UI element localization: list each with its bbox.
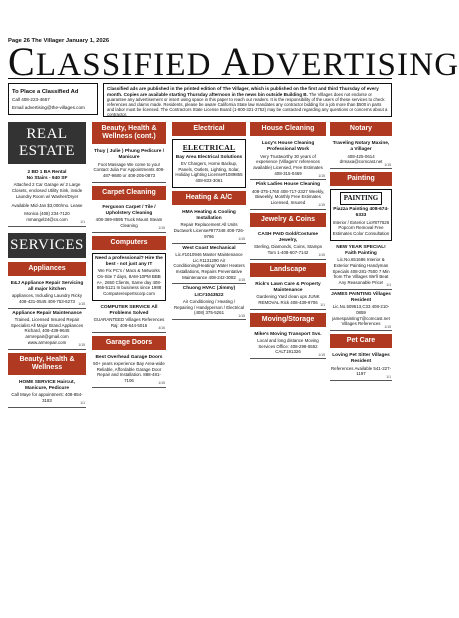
masthead-initial: C [8, 39, 36, 84]
ad-date: 1/1 [386, 374, 391, 379]
ad-date: 4/16 [158, 326, 165, 331]
jewelry-header: Jewelry & Coins [250, 213, 326, 227]
notary-header: Notary [330, 122, 392, 136]
painting-header: Painting [330, 172, 392, 186]
ad-logo: PAINTING [340, 192, 382, 205]
ad-body: Lic.No.651686 Interior & Exterior Painting Handyman Specials 408-281-7500 7 Min from The Villages We'll Beat Any Reasonable Price! [332, 257, 390, 286]
ad-title: Best Overhead Garage Doors [95, 354, 163, 360]
ad-title: HOME SERVICE Haircut, Manicure, Pedicure [19, 379, 75, 391]
ad-date: 1/15 [238, 277, 245, 282]
classified-ad [330, 243, 392, 290]
housecleaning-header: House Cleaning [250, 122, 326, 136]
ad-body: 408-425-0614 drmaxa@comcast.net [339, 153, 383, 165]
ad-date: 1/15 [318, 173, 325, 178]
classified-ad [8, 309, 86, 350]
ad-date: 1/15 [238, 313, 245, 318]
classified-ad [330, 290, 392, 331]
ad-body: appliances, Including Laundry Ricky 408-431-0545 408-753-6273 [11, 293, 83, 305]
ad-date: 1/15 [384, 162, 391, 167]
contact-phone: Call 408-223-4657 [12, 97, 50, 102]
beauty-cont-header: Beauty, Health & Wellness (cont.) [92, 122, 166, 144]
column-1 [8, 122, 86, 408]
ad-date: 1/15 [78, 343, 85, 348]
ad-body: Attached 2 Car Garage w/ 2 Large Closets, enclosed Utility Sink, inside Laundry Room w/ Washer/Dryer [11, 182, 83, 199]
ad-date: 1/15 [158, 381, 165, 386]
masthead-initial: A [221, 39, 252, 84]
ad-body: EV Chargers, Home Backup, Panels, Outlets, Lighting, Solar, Holiday Lighting License#1089855 408-833-3061 [175, 161, 243, 184]
disclaimer-lead: Classified ads are published in the printed edition of The Villager, which is published on the first and third Thursday of every month. Copies are available starting Thursday afternoon in the news bin outside Building B. [107, 86, 379, 97]
ad-date: 1/15 [158, 226, 165, 231]
ad-title: Need a professional? Hire the best - not just any IT [95, 255, 163, 267]
ad-body: Air Conditioning / Heating / Repairing / Handyperson / Electrical (408) 375-5261 [173, 298, 245, 316]
carpet-header: Carpet Cleaning [92, 186, 166, 200]
ad-date: 1/15 [384, 324, 391, 329]
ad-body: Very Trustworthy 30 years of experience (Villagers' references available) Licensed, Free Estimates 408-315-0469 [253, 153, 323, 176]
ad-title: Rick's Lawn Care & Property Maintenance [255, 281, 321, 294]
ad-title: Ferguson Carpet / Tile / Upholstery Cleaning [102, 204, 156, 216]
ad-body: Gardening Yard clean ups JUNK REMOVAL Rick 408-439-9706 [256, 294, 320, 305]
classified-ad [172, 244, 246, 285]
ad-body: Trained, Licensed Insured Repair Specialist All Major Brand Appliances Richard, 408-439-9645 armrepair@gmail.com www.armrepair.com [10, 316, 84, 345]
ad-date: 1/1 [80, 220, 85, 225]
ad-body: Sterling, Diamonds, Coins, Stamps Tom 1-408-607-7142 [253, 244, 323, 256]
contact-email: Email advertising@the-villages.com [12, 104, 85, 110]
ad-body: 408-375-1760 408-717-2327 Weekly, Biweekly, Monthly Free Estimates Licensed, Insured [251, 188, 325, 206]
classified-ad [250, 139, 326, 180]
classified-ad [172, 208, 246, 244]
disclaimer [103, 83, 392, 117]
ad-title: West Coast Mechanical [182, 245, 236, 251]
disclaimer-body: The Villages does not endorse or guarantee any advertisement or insert using space in this paper to reach our readers. It is the responsibility of the users of these services to check references and claims made. Residents, please be aware California State law mandates any contractor bidding for a job more than $500 in parts and labor must be licensed. The Contractors State License Board (1-800-321-2752) may be contacted regarding any questions or concerns about a contractor. [107, 91, 388, 118]
ad-date: 1/15 [318, 253, 325, 258]
electrical-header: Electrical [172, 122, 246, 136]
classified-ad [330, 189, 392, 241]
classified-ad [92, 203, 166, 233]
ad-title: Pink Ladies House Cleaning [255, 182, 321, 188]
ad-title: Mike's Moving Transport Svs. [254, 331, 322, 337]
classified-ad [330, 351, 392, 381]
ad-date: 1/15 [238, 237, 245, 242]
landscape-header: Landscape [250, 263, 326, 277]
services-header: SERVICES [8, 233, 86, 258]
ad-body: Lic.#1010946 Master Maintenance Lic.#1131290 Air Conditioning/Heating/ Water Heaters Installations, Repairs Preventative Maintenance 408-242-3082 [173, 251, 245, 280]
classified-ad [250, 280, 326, 310]
classified-ad [172, 284, 246, 320]
ad-title: Lucy's House Cleaning Professional Work [261, 141, 315, 153]
contact-title: To Place a Classified Ad [12, 88, 79, 95]
classified-ad [8, 378, 86, 408]
classified-ad [92, 303, 166, 333]
ad-title: CASH PAID Gold/Costume Jewelry, [257, 231, 319, 244]
column-2 [92, 122, 166, 388]
ad-title: Loving Pet Sitter Villages Resident [332, 353, 390, 365]
ad-contact: Monica (408) 234-7120 mmangel24@cs.com [24, 211, 70, 223]
classified-ad [8, 279, 86, 309]
ad-date: 1/1 [80, 401, 85, 406]
ad-date: 1/15 [318, 352, 325, 357]
contact-box [8, 83, 98, 115]
ad-title: Piazza Painting 408-674-6333 [333, 207, 389, 219]
classified-ad [250, 330, 326, 359]
column-5 [330, 122, 392, 381]
ad-title: Chuong HVAC (Jimmy) LIC#1043522 [182, 286, 236, 298]
ad-body: Foot Massage We come to you! Contact Julia For Appointments 408-487-9680 or 408-205-0873 [93, 161, 165, 178]
ad-title: Thuy ( Julie ) Phung Pedicure / Manicure [93, 149, 165, 161]
classified-ad [92, 253, 166, 301]
classified-ad [250, 180, 326, 209]
masthead-word: DVERTISING [251, 47, 459, 83]
ad-body: Lic.No.509613,C33 408-210-0859 jamespainting7@comcast.net Villages References [332, 304, 390, 327]
real-estate-header: REAL ESTATE [8, 122, 86, 164]
ad-date: 1/1 [386, 283, 391, 288]
computers-header: Computers [92, 236, 166, 250]
beauty-header: Beauty, Health & Wellness [8, 353, 86, 375]
column-4 [250, 122, 326, 359]
ad-title: NEW YEAR SPECIAL! Faith Painting [336, 244, 386, 256]
page-folio: Page 26 The Villager January 1, 2026 [8, 38, 110, 44]
ad-body: Call Maye for appointment: 408-854-3183 [11, 392, 83, 403]
petcare-header: Pet Care [330, 334, 392, 348]
ad-subtitle: No Stairs - 940 SF [26, 176, 68, 182]
column-3 [172, 122, 246, 320]
ad-date: 1/15 [78, 302, 85, 307]
ad-date: 1/1 [320, 303, 325, 308]
ad-title: COMPUTER SERVICE All Problems Solved [100, 304, 158, 317]
ad-extra: Available Mid-Jan $3,000/mo. Lease [11, 202, 83, 208]
ad-logo: ELECTRICAL [182, 143, 236, 153]
ad-body: 408-369-8595 Truck Mount Steam Cleaning [95, 217, 163, 228]
ad-body: References Available 541-227-1197 [331, 365, 391, 377]
ad-date: 1/15 [318, 203, 325, 208]
ad-body: We Fix PC's / Macs & Networks On-Site 7 days, 8AM-10PM BBB A+, 2650 Clients, Same day 408-866-5121 In business since 1988 Computerexpertscorp.com [96, 268, 162, 297]
ad-body: 50+ years experience Bay Area-wide Reliable, Affordable Garage Door Repair and Installation. 888-481-7106 [93, 360, 165, 384]
classified-ad [92, 353, 166, 388]
appliances-header: Appliances [8, 262, 86, 276]
ad-body: Local and long distance Moving Services Office: 408-298-5552 CALT191326 [257, 337, 319, 355]
ad-body: GUARANTEED Villages References Raj: 408-644-5016 [93, 317, 165, 328]
ad-body: Repair Replacement All Units Ductwork License#977348 408-726-9766 [173, 222, 245, 239]
ad-title: E&J Appliance Repair Servicing all major kitchen [10, 280, 84, 293]
garage-header: Garage Doors [92, 336, 166, 350]
moving-header: Moving/Storage [250, 313, 326, 327]
ad-title: 2 BD 1 BA Rental [27, 170, 67, 175]
ad-body: Interior / Exterior Lic#877626 Popcorn Removal Free Estimates Color Consultation [332, 219, 390, 236]
hvac-header: Heating & A/C [172, 191, 246, 205]
ad-title: HMA Heating & Cooling Installation [182, 209, 236, 222]
masthead-word: LASSIFIED [35, 47, 222, 83]
classified-ad [172, 139, 246, 188]
ad-title: Traveling Notary Maxine, a Villager [332, 141, 390, 153]
ad-title: JAMES PAINTING Villages Resident [331, 291, 391, 304]
ad-title: Appliance Repair Maintenance [12, 310, 82, 316]
classified-ad [92, 147, 166, 183]
classified-ad [250, 230, 326, 260]
classified-ad [8, 168, 86, 227]
classified-ad [330, 139, 392, 169]
ad-title: Bay Area Electrical Solutions [175, 154, 243, 160]
